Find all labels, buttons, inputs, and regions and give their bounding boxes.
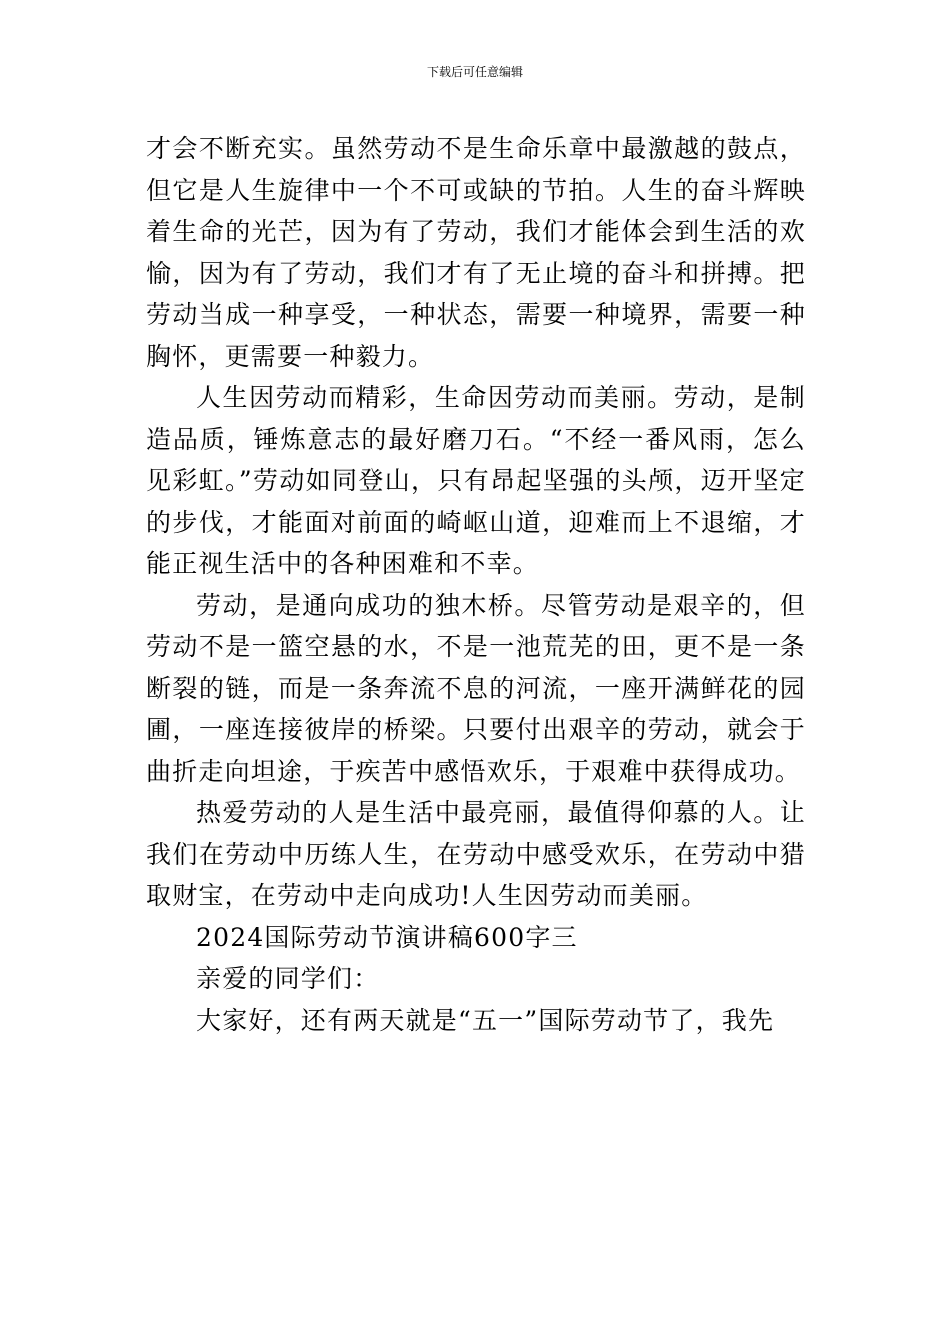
paragraph-4: 热爱劳动的人是生活中最亮丽，最值得仰慕的人。让我们在劳动中历练人生，在劳动中感受欢乐，在劳动中猎取财宝，在劳动中走向成功!人生因劳动而美丽。: [146, 798, 806, 910]
paragraph-1: 才会不断充实。虽然劳动不是生命乐章中最激越的鼓点，但它是人生旋律中一个不可或缺的节拍。人生的奋斗辉映着生命的光芒，因为有了劳动，我们才能体会到生活的欢愉，因为有了劳动，我们才有了无止境的奋斗和拼搏。把劳动当成一种享受，一种状态，需要一种境界，需要一种胸怀，更需要一种毅力。: [146, 134, 806, 371]
paragraph-3: 劳动，是通向成功的独木桥。尽管劳动是艰辛的，但劳动不是一篮空悬的水，不是一池荒芜的田，更不是一条断裂的链，而是一条奔流不息的河流，一座开满鲜花的园圃，一座连接彼岸的桥梁。只要付出艰辛的劳动，就会于曲折走向坦途，于疾苦中感悟欢乐，于艰难中获得成功。: [146, 590, 806, 786]
paragraph-7: 大家好，还有两天就是“五一”国际劳动节了，我先: [196, 1005, 775, 1035]
section-heading: 2024国际劳动节演讲稿600字三: [196, 922, 578, 952]
salutation: 亲爱的同学们：: [196, 964, 380, 993]
header-note: 下载后可任意编辑: [426, 65, 523, 79]
paragraph-2: 人生因劳动而精彩，生命因劳动而美丽。劳动，是制造品质，锤炼意志的最好磨刀石。“不经一番风雨，怎么见彩虹。”劳动如同登山，只有昂起坚强的头颅，迈开坚定的步伐，才能面对前面的崎岖山道，迎难而上不退缩，才能正视生活中的各种困难和不幸。: [146, 383, 806, 578]
document-body: [146, 128, 806, 1041]
